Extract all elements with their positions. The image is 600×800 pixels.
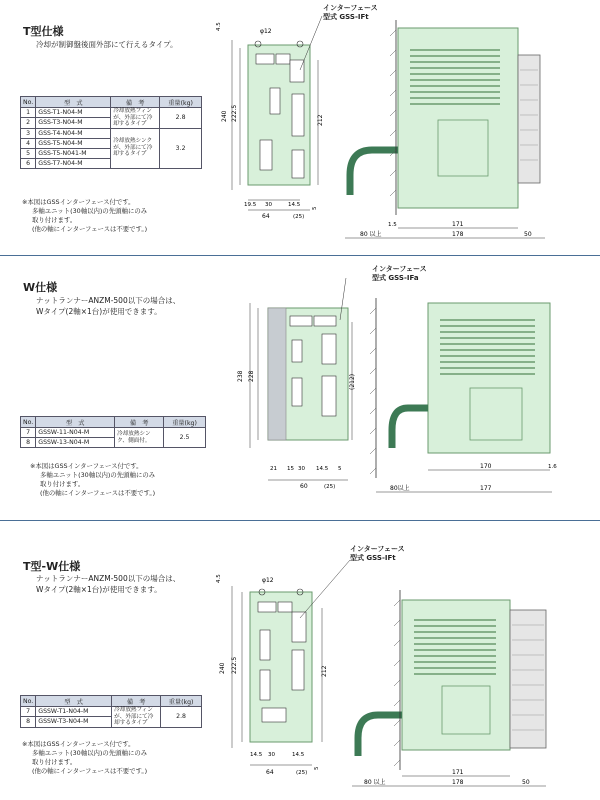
col-weight: 重量(kg) [161, 696, 202, 707]
note-line: 取り付けます。 [32, 216, 77, 224]
dim-label: 240 [219, 662, 226, 674]
desc-line: Wタイプ(2軸×1台)が使用できます。 [36, 585, 162, 594]
dim-label: 170 [480, 463, 492, 470]
cell-no: 7 [21, 707, 36, 717]
cable-t [350, 150, 398, 195]
note-line: 多軸ユニット(30軸以内)の先頭軸にのみ [40, 471, 156, 479]
cell-remarks: 冷却放熱シンクが、外部にて冷却するタイプ [111, 128, 160, 168]
dim-label: 5 [338, 466, 342, 472]
col-remarks: 備 考 [111, 97, 160, 108]
dim-label: 4.5 [216, 574, 222, 583]
dim-label: (25) [296, 770, 308, 776]
drawing-tw [0, 520, 600, 800]
dim-label: 238 [237, 370, 244, 382]
desc-line: ナットランナーANZM-500以下の場合は、 [36, 296, 181, 305]
interface-label-line: インターフェース [323, 4, 378, 12]
dim-label: φ12 [260, 28, 272, 35]
heat-sink-w [268, 308, 286, 440]
cell-model: GSS-T4-N04-M [36, 128, 111, 138]
dim-label: 15 [287, 466, 294, 472]
note-line: ※本図はGSSインターフェース付です。 [22, 198, 135, 206]
section-title-w: W仕様 [23, 281, 58, 294]
connector-t [290, 60, 304, 82]
cell-weight: 3.2 [160, 128, 202, 168]
note-line: (他の軸にインターフェースは不要です。) [32, 767, 148, 775]
col-model: 型 式 [36, 97, 111, 108]
dim-label: (25) [324, 484, 336, 490]
dim-label: 171 [452, 769, 464, 776]
cell-no: 8 [21, 717, 36, 727]
dim-label: 177 [480, 485, 492, 492]
cell-no: 3 [21, 128, 36, 138]
interface-label-line: インターフェース [350, 545, 405, 553]
col-weight: 重量(kg) [160, 97, 202, 108]
dim-label: (212) [349, 373, 356, 390]
dim-label: 80以上 [390, 485, 410, 492]
dim-label: 1.6 [548, 464, 557, 470]
dim-label: 14.5 [250, 752, 263, 758]
desc-line: Wタイプ(2軸×1台)が使用できます。 [36, 307, 162, 316]
note-line: 取り付けます。 [32, 758, 77, 766]
cell-no: 5 [21, 148, 36, 158]
dim-label: 80 以上 [360, 231, 382, 238]
unit-side-tw [402, 600, 510, 750]
dim-label: 80 以上 [364, 779, 386, 786]
cell-model: GSS-T5-N041-M [36, 148, 111, 158]
dim-label: 212 [321, 665, 328, 677]
dim-label: (25) [293, 214, 305, 220]
cell-model: GSS-T7-N04-M [36, 158, 111, 168]
display-t [256, 54, 274, 64]
dim-label: 228 [248, 370, 255, 382]
note-line: 多軸ユニット(30軸以内)の先頭軸にのみ [32, 749, 148, 757]
dim-label: 212 [317, 114, 324, 126]
col-no: No. [21, 696, 36, 707]
dim-label: 178 [452, 779, 464, 786]
interface-model-line: 型式 GSS-IFt [323, 13, 369, 21]
dim-label: 30 [298, 466, 305, 472]
cell-no: 7 [21, 428, 36, 438]
desc-line: ナットランナーANZM-500以下の場合は、 [36, 574, 181, 583]
cell-remarks: 冷却放熱シンク、側面付。 [115, 428, 164, 448]
note-line: 多軸ユニット(30軸以内)の先頭軸にのみ [32, 207, 148, 215]
dim-label: 222.5 [231, 656, 238, 674]
desc-line: 冷却が制御盤後面外部にて行えるタイプ。 [36, 40, 178, 49]
cell-model: GSSW-T3-N04-M [36, 717, 112, 727]
col-no: No. [21, 417, 36, 428]
dim-label: 50 [522, 779, 530, 786]
note-line: ※本図はGSSインターフェース付です。 [30, 462, 143, 470]
cell-remarks: 冷却放熱フィンが、外部にて冷却するタイプ [112, 707, 161, 728]
dim-label: 222.5 [231, 104, 238, 122]
col-remarks: 備 考 [112, 696, 161, 707]
col-model: 型 式 [36, 696, 112, 707]
interface-model-line: 型式 GSS-IFa [372, 274, 419, 282]
dim-label: 64 [266, 769, 274, 776]
cell-model: GSS-T1-N04-M [36, 108, 111, 118]
cell-model: GSSW-11-N04-M [36, 428, 115, 438]
cell-no: 1 [21, 108, 36, 118]
col-model: 型 式 [36, 417, 115, 428]
dim-label: 178 [452, 231, 464, 238]
cell-no: 8 [21, 438, 36, 448]
drawing-t [0, 0, 600, 258]
dim-label: 14.5 [288, 202, 301, 208]
cell-no: 2 [21, 118, 36, 128]
dim-label: 240 [221, 110, 228, 122]
cable-w [392, 408, 428, 448]
dim-label: 30 [265, 202, 272, 208]
dim-label: 5 [312, 206, 318, 210]
dim-label: 21 [270, 466, 277, 472]
dim-label: 5 [314, 766, 320, 770]
cell-weight: 2.5 [164, 428, 206, 448]
dim-label: 60 [300, 483, 308, 490]
col-weight: 重量(kg) [164, 417, 206, 428]
dim-label: 64 [262, 213, 270, 220]
note-line: (他の軸にインターフェースは不要です。) [40, 489, 156, 497]
note-line: (他の軸にインターフェースは不要です。) [32, 225, 148, 233]
section-title-tw: T型-W仕様 [23, 560, 81, 573]
col-no: No. [21, 97, 36, 108]
note-line: ※本図はGSSインターフェース付です。 [22, 740, 135, 748]
divider [0, 255, 600, 256]
cable-tw [358, 715, 402, 756]
dim-label: 14.5 [316, 466, 329, 472]
heat-fin-tw [510, 610, 546, 748]
display-w [290, 316, 312, 326]
dim-label: 30 [268, 752, 275, 758]
dim-label: 19.5 [244, 202, 257, 208]
cell-remarks: 冷却放熱フィンが、外部にて冷却するタイプ [111, 108, 160, 129]
dim-label: 14.5 [292, 752, 305, 758]
cell-model: GSSW-T1-N04-M [36, 707, 112, 717]
cell-weight: 2.8 [160, 108, 202, 129]
dim-label: 1.5 [388, 222, 397, 228]
heat-fin-t [518, 55, 540, 183]
interface-label-line: インターフェース [372, 265, 427, 273]
cell-no: 4 [21, 138, 36, 148]
drawing-w [0, 258, 600, 520]
dim-label: 171 [452, 221, 464, 228]
display-tw [258, 602, 276, 612]
dim-label: φ12 [262, 577, 274, 584]
cell-model: GSS-T5-N04-M [36, 138, 111, 148]
cell-no: 6 [21, 158, 36, 168]
interface-model-line: 型式 GSS-IFt [350, 554, 396, 562]
cell-model: GSS-T3-N04-M [36, 118, 111, 128]
col-remarks: 備 考 [115, 417, 164, 428]
cell-model: GSSW-13-N04-M [36, 438, 115, 448]
unit-side-t [398, 28, 518, 208]
cell-weight: 2.8 [161, 707, 202, 728]
note-line: 取り付けます。 [40, 480, 85, 488]
dim-label: 4.5 [216, 22, 222, 31]
section-title-t: T型仕様 [23, 25, 64, 38]
dim-label: 50 [524, 231, 532, 238]
